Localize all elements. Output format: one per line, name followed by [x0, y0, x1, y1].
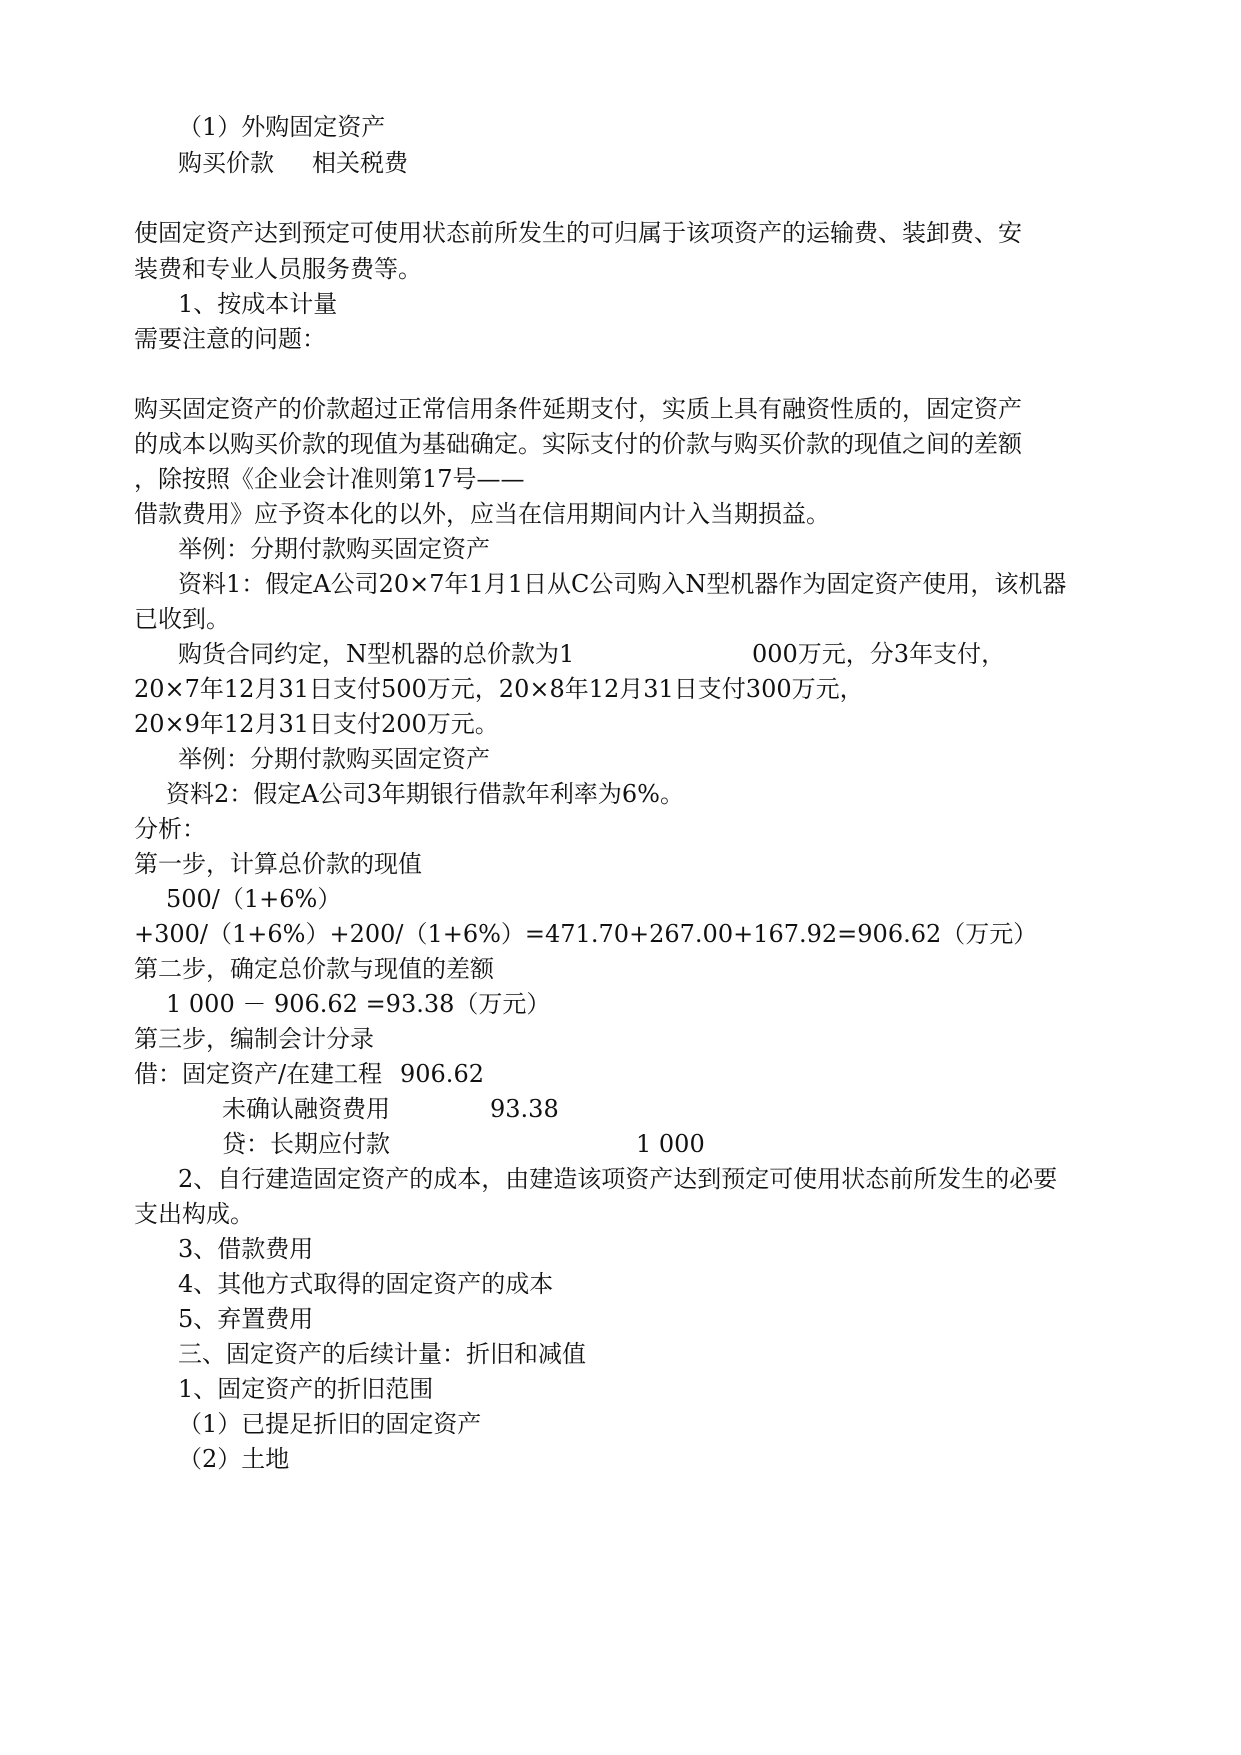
journal-debit-account: 借：固定资产/在建工程	[134, 1060, 383, 1088]
paragraph-line: 资料1：假定A公司20×7年1月1日从C公司购入N型机器作为固定资产使用，该机器	[178, 570, 1067, 598]
paragraph-line: 支出构成。	[134, 1200, 254, 1228]
paragraph-line: ，除按照《企业会计准则第17号——	[134, 465, 525, 493]
paragraph-line: 购货合同约定，N型机器的总价款为1	[178, 640, 575, 668]
paragraph-line: 20×7年12月31日支付500万元，20×8年12月31日支付300万元，	[134, 675, 864, 703]
paragraph-line: 的成本以购买价款的现值为基础确定。实际支付的价款与购买价款的现值之间的差额	[134, 430, 1022, 458]
paragraph-line: 20×9年12月31日支付200万元。	[134, 710, 499, 738]
paragraph-line: 借款费用》应予资本化的以外，应当在信用期间内计入当期损益。	[134, 500, 830, 528]
example-heading: 举例：分期付款购买固定资产	[178, 745, 490, 773]
section-heading: 3、借款费用	[178, 1235, 314, 1263]
section-heading: 三、固定资产的后续计量：折旧和减值	[178, 1340, 586, 1368]
paragraph-line: 装费和专业人员服务费等。	[134, 255, 422, 283]
heading-outsourced-assets: （1）外购固定资产	[178, 113, 386, 141]
list-item: （2）土地	[178, 1445, 290, 1473]
paragraph-line: 2、自行建造固定资产的成本，由建造该项资产达到预定可使用状态前所发生的必要	[178, 1165, 1058, 1193]
paragraph-line: 需要注意的问题：	[134, 325, 326, 353]
paragraph-line: 000万元，分3年支付，	[752, 640, 1006, 668]
section-heading: 1、固定资产的折旧范围	[178, 1375, 434, 1403]
step-heading: 第二步，确定总价款与现值的差额	[134, 955, 494, 983]
paragraph-line: 分析：	[134, 815, 206, 843]
text-purchase-price: 购买价款	[178, 149, 274, 177]
journal-debit-account: 未确认融资费用	[222, 1095, 390, 1123]
paragraph-line: 已收到。	[134, 605, 230, 633]
section-heading: 5、弃置费用	[178, 1305, 314, 1333]
section-heading: 1、按成本计量	[178, 290, 338, 318]
paragraph-line: 资料2：假定A公司3年期银行借款年利率为6%。	[166, 780, 684, 808]
paragraph-line: 使固定资产达到预定可使用状态前所发生的可归属于该项资产的运输费、装卸费、安	[134, 219, 1022, 247]
journal-credit-amount: 1 000	[636, 1130, 705, 1158]
text-related-taxes: 相关税费	[312, 149, 408, 177]
step-heading: 第三步，编制会计分录	[134, 1025, 374, 1053]
journal-debit-amount: 93.38	[490, 1095, 559, 1123]
journal-credit-account: 贷：长期应付款	[222, 1130, 390, 1158]
step-heading: 第一步，计算总价款的现值	[134, 850, 422, 878]
section-heading: 4、其他方式取得的固定资产的成本	[178, 1270, 554, 1298]
example-heading: 举例：分期付款购买固定资产	[178, 535, 490, 563]
journal-debit-amount: 906.62	[400, 1060, 484, 1088]
formula-line: 1 000 － 906.62 =93.38（万元）	[166, 990, 551, 1018]
formula-line: 500/（1+6%）	[166, 885, 342, 913]
paragraph-line: 购买固定资产的价款超过正常信用条件延期支付，实质上具有融资性质的，固定资产	[134, 395, 1022, 423]
list-item: （1）已提足折旧的固定资产	[178, 1410, 482, 1438]
formula-line: +300/（1+6%）+200/（1+6%）=471.70+267.00+167.92=906.62（万元）	[134, 920, 1038, 948]
